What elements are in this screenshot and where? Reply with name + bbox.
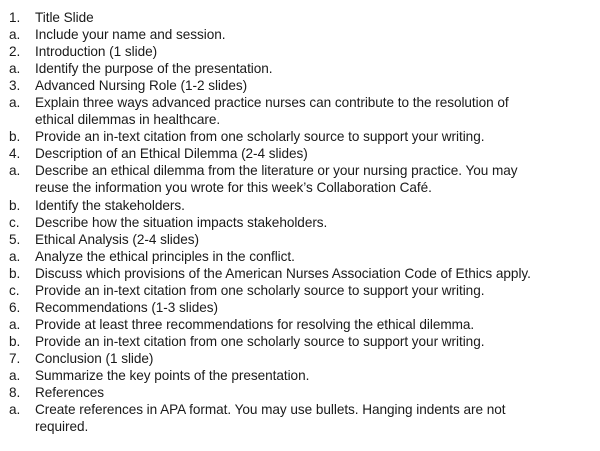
list-item: [9, 384, 600, 401]
list-item: [9, 197, 600, 214]
list-marker: 6.: [9, 299, 21, 315]
list-item-text: References: [35, 385, 105, 401]
list-item-text: [35, 401, 600, 435]
list-item: [9, 401, 600, 435]
list-marker: a.: [9, 367, 21, 383]
list-item: [9, 248, 600, 265]
list-marker: 8.: [9, 385, 21, 401]
list-marker: 3.: [9, 78, 21, 94]
list-item-text: Provide an in-text citation from one scholarly source to support your writing.: [35, 129, 485, 145]
list-item-text: Discuss which provisions of the American Nurses Association Code of Ethics apply.: [35, 265, 531, 281]
list-item: [9, 333, 600, 350]
list-item-text: Describe how the situation impacts stakeholders.: [35, 214, 328, 230]
list-item: [9, 265, 600, 282]
list-item-text: Summarize the key points of the presentation.: [35, 367, 310, 383]
list-item-text: [35, 94, 600, 128]
list-item-text: Advanced Nursing Role (1-2 slides): [35, 78, 248, 94]
list-marker: 1.: [9, 10, 21, 25]
list-item-text: Provide an in-text citation from one scholarly source to support your writing.: [35, 333, 485, 349]
list-marker: a.: [9, 402, 21, 418]
list-item: [9, 231, 600, 248]
list-item: [9, 162, 600, 196]
list-marker: c.: [9, 282, 20, 298]
list-item-text: [35, 162, 600, 196]
list-marker: 2.: [9, 44, 21, 60]
list-marker: a.: [9, 163, 21, 179]
list-marker: b.: [9, 197, 21, 213]
list-item-text: Ethical Analysis (2-4 slides): [35, 231, 200, 247]
list-item: [9, 94, 600, 128]
list-item: [9, 26, 600, 43]
list-item-text: Identify the stakeholders.: [35, 197, 185, 213]
list-marker: 5.: [9, 231, 21, 247]
list-marker: a.: [9, 248, 21, 264]
list-marker: a.: [9, 95, 21, 111]
list-marker: b.: [9, 265, 21, 281]
list-marker: b.: [9, 333, 21, 349]
list-item: [9, 9, 600, 26]
list-item-line: Describe an ethical dilemma from the literature or your nursing practice. You may: [35, 163, 518, 179]
list-item: [9, 367, 600, 384]
list-marker: c.: [9, 214, 20, 230]
list-item-text: Identify the purpose of the presentation.: [35, 61, 273, 77]
list-item: [9, 299, 600, 316]
list-item-line: required.: [35, 419, 89, 435]
list-item-line: Create references in APA format. You may use bullets. Hanging indents are not: [35, 402, 506, 418]
list-item: [9, 128, 600, 145]
list-item-text: Title Slide: [35, 10, 94, 25]
list-item-text: Conclusion (1 slide): [35, 350, 154, 366]
list-item-text: Description of an Ethical Dilemma (2-4 slides): [35, 146, 308, 162]
list-item: [9, 316, 600, 333]
list-marker: 4.: [9, 146, 21, 162]
list-item-line: ethical dilemmas in healthcare.: [35, 112, 221, 128]
list-marker: a.: [9, 61, 21, 77]
list-marker: b.: [9, 129, 21, 145]
list-item: [9, 60, 600, 77]
list-item-text: Analyze the ethical principles in the conflict.: [35, 248, 295, 264]
list-item: [9, 43, 600, 60]
list-marker: a.: [9, 27, 21, 43]
list-item: [9, 145, 600, 162]
list-item: [9, 77, 600, 94]
list-marker: a.: [9, 316, 21, 332]
list-item: [9, 214, 600, 231]
list-item-line: reuse the information you wrote for this week’s Collaboration Café.: [35, 180, 432, 196]
list-item-text: Recommendations (1-3 slides): [35, 299, 218, 315]
list-item-text: Introduction (1 slide): [35, 44, 158, 60]
list-item-line: Explain three ways advanced practice nurses can contribute to the resolution of: [35, 95, 509, 111]
list-item-text: Provide at least three recommendations for resolving the ethical dilemma.: [35, 316, 475, 332]
list-item-text: Include your name and session.: [35, 27, 226, 43]
list-item-text: Provide an in-text citation from one scholarly source to support your writing.: [35, 282, 485, 298]
list-marker: 7.: [9, 350, 21, 366]
list-item: [9, 282, 600, 299]
list-item: [9, 350, 600, 367]
